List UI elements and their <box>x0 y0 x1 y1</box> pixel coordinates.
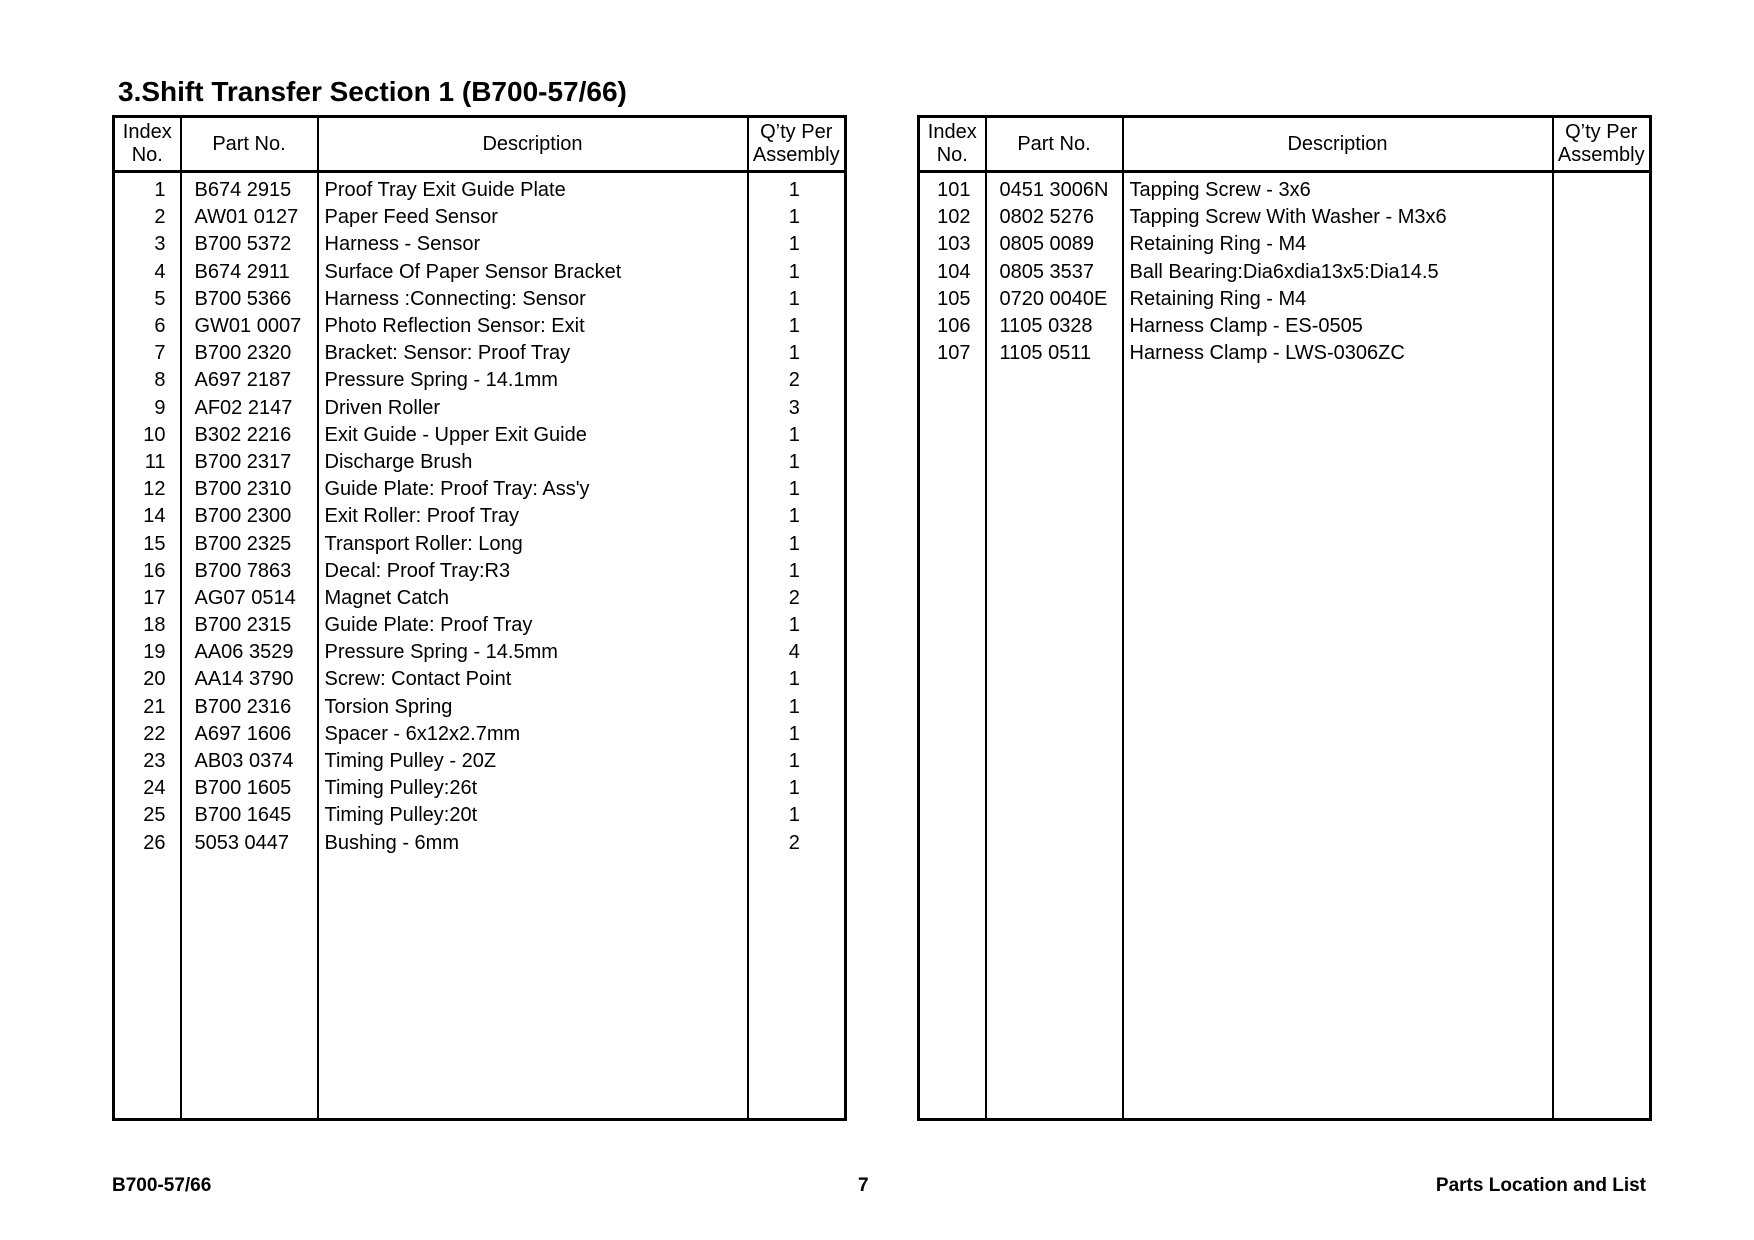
table-row <box>114 558 846 585</box>
cell-part-no: GW01 0007 <box>181 313 318 340</box>
cell-description: Spacer - 6x12x2.7mm <box>318 721 748 748</box>
cell-part-no: B700 2325 <box>181 530 318 557</box>
cell-description: Retaining Ring - M4 <box>1123 231 1553 258</box>
cell-description: Photo Reflection Sensor: Exit <box>318 313 748 340</box>
cell-description: Guide Plate: Proof Tray <box>318 612 748 639</box>
cell-part-no: AA14 3790 <box>181 666 318 693</box>
table-row <box>114 775 846 802</box>
cell-part-no: 0805 0089 <box>986 231 1123 258</box>
cell-part-no: B700 1645 <box>181 802 318 829</box>
cell-qty: 1 <box>788 287 800 310</box>
cell-part-no: AA06 3529 <box>181 639 318 666</box>
table-row <box>114 612 846 639</box>
column-header-qty: Q’ty Per Assembly <box>1553 117 1651 172</box>
cell-index: 102 <box>919 204 986 231</box>
cell-description: Exit Roller: Proof Tray <box>318 503 748 530</box>
cell-qty <box>1553 204 1651 231</box>
table-row <box>114 422 846 449</box>
column-header-part-no: Part No. <box>986 117 1123 172</box>
cell-qty: 1 <box>788 315 800 338</box>
cell-description: Transport Roller: Long <box>318 530 748 557</box>
cell-qty: 3 <box>788 396 800 419</box>
cell-qty: 4 <box>788 641 800 664</box>
cell-index: 106 <box>919 313 986 340</box>
table-row <box>114 748 846 775</box>
cell-index: 9 <box>114 395 181 422</box>
table-row <box>919 172 1651 205</box>
cell-part-no: 0802 5276 <box>986 204 1123 231</box>
cell-qty: 1 <box>788 179 800 202</box>
table-row <box>919 286 1651 313</box>
cell-description: Bushing - 6mm <box>318 830 748 857</box>
cell-qty: 1 <box>788 668 800 691</box>
table-filler-row <box>919 367 1651 1119</box>
cell-description: Harness :Connecting: Sensor <box>318 286 748 313</box>
cell-index: 26 <box>114 830 181 857</box>
cell-description: Pressure Spring - 14.1mm <box>318 367 748 394</box>
cell-qty: 1 <box>788 233 800 256</box>
cell-qty: 1 <box>788 342 800 365</box>
cell-description: Driven Roller <box>318 395 748 422</box>
cell-qty: 1 <box>788 260 800 283</box>
table-row <box>919 340 1651 367</box>
cell-part-no: B700 2315 <box>181 612 318 639</box>
column-header-index: Index No. <box>114 117 181 172</box>
cell-part-no: 0805 3537 <box>986 259 1123 286</box>
table-row <box>114 802 846 829</box>
cell-qty: 1 <box>788 532 800 555</box>
cell-description: Torsion Spring <box>318 694 748 721</box>
cell-part-no: AF02 2147 <box>181 395 318 422</box>
table-row <box>114 340 846 367</box>
footer-section: Parts Location and List <box>1435 1175 1646 1196</box>
cell-qty: 1 <box>788 559 800 582</box>
cell-index: 14 <box>114 503 181 530</box>
cell-part-no: B700 5372 <box>181 231 318 258</box>
empty-cell <box>1123 367 1553 1119</box>
cell-part-no: A697 2187 <box>181 367 318 394</box>
empty-cell <box>181 857 318 1120</box>
empty-cell <box>919 367 986 1119</box>
table-row <box>114 503 846 530</box>
cell-part-no: B700 2300 <box>181 503 318 530</box>
column-header-description: Description <box>318 117 748 172</box>
cell-index: 20 <box>114 666 181 693</box>
cell-index: 105 <box>919 286 986 313</box>
cell-qty <box>1553 172 1651 205</box>
cell-index: 16 <box>114 558 181 585</box>
cell-description: Timing Pulley:20t <box>318 802 748 829</box>
cell-qty: 1 <box>788 750 800 773</box>
cell-part-no: B700 2317 <box>181 449 318 476</box>
table-row <box>114 259 846 286</box>
cell-index: 4 <box>114 259 181 286</box>
cell-part-no: AW01 0127 <box>181 204 318 231</box>
cell-part-no: 0451 3006N <box>986 172 1123 205</box>
table-row <box>114 449 846 476</box>
cell-part-no: B302 2216 <box>181 422 318 449</box>
page-title: 3.Shift Transfer Section 1 (B700-57/66) <box>118 76 627 107</box>
empty-cell <box>748 857 846 1120</box>
cell-index: 2 <box>114 204 181 231</box>
empty-cell <box>318 857 748 1120</box>
table-header-row <box>114 117 846 172</box>
cell-index: 11 <box>114 449 181 476</box>
cell-qty: 1 <box>788 614 800 637</box>
cell-description: Decal: Proof Tray:R3 <box>318 558 748 585</box>
cell-index: 18 <box>114 612 181 639</box>
table-row <box>114 721 846 748</box>
cell-qty <box>1553 286 1651 313</box>
cell-part-no: B700 2320 <box>181 340 318 367</box>
cell-index: 17 <box>114 585 181 612</box>
cell-description: Retaining Ring - M4 <box>1123 286 1553 313</box>
table-row <box>114 585 846 612</box>
table-row <box>114 172 846 205</box>
cell-description: Ball Bearing:Dia6xdia13x5:Dia14.5 <box>1123 259 1553 286</box>
cell-qty: 2 <box>788 369 800 392</box>
cell-qty <box>1553 313 1651 340</box>
table-row <box>114 666 846 693</box>
column-header-description: Description <box>1123 117 1553 172</box>
cell-part-no: AB03 0374 <box>181 748 318 775</box>
cell-part-no: AG07 0514 <box>181 585 318 612</box>
cell-index: 101 <box>919 172 986 205</box>
cell-description: Exit Guide - Upper Exit Guide <box>318 422 748 449</box>
parts-table-right <box>917 115 1652 1121</box>
cell-qty <box>1553 231 1651 258</box>
footer-page-number: 7 <box>858 1175 869 1196</box>
cell-index: 24 <box>114 775 181 802</box>
table-row <box>919 231 1651 258</box>
cell-description: Harness - Sensor <box>318 231 748 258</box>
cell-qty: 1 <box>788 695 800 718</box>
cell-part-no: 1105 0511 <box>986 340 1123 367</box>
table-row <box>114 395 846 422</box>
cell-description: Harness Clamp - ES-0505 <box>1123 313 1553 340</box>
cell-index: 25 <box>114 802 181 829</box>
parts-table-left <box>112 115 847 1121</box>
cell-index: 1 <box>114 172 181 205</box>
cell-description: Screw: Contact Point <box>318 666 748 693</box>
cell-index: 22 <box>114 721 181 748</box>
table-row <box>114 694 846 721</box>
cell-qty: 1 <box>788 804 800 827</box>
cell-description: Proof Tray Exit Guide Plate <box>318 172 748 205</box>
cell-index: 15 <box>114 530 181 557</box>
cell-part-no: B700 5366 <box>181 286 318 313</box>
cell-description: Timing Pulley - 20Z <box>318 748 748 775</box>
cell-part-no: B700 2310 <box>181 476 318 503</box>
cell-index: 10 <box>114 422 181 449</box>
cell-part-no: 0720 0040E <box>986 286 1123 313</box>
cell-index: 8 <box>114 367 181 394</box>
cell-qty <box>1553 259 1651 286</box>
table-filler-row <box>114 857 846 1120</box>
cell-qty: 2 <box>788 586 800 609</box>
cell-index: 19 <box>114 639 181 666</box>
cell-qty: 1 <box>788 478 800 501</box>
cell-part-no: B700 1605 <box>181 775 318 802</box>
table-row <box>114 639 846 666</box>
empty-cell <box>1553 367 1651 1119</box>
cell-index: 21 <box>114 694 181 721</box>
table-row <box>114 530 846 557</box>
cell-qty: 1 <box>788 450 800 473</box>
cell-description: Bracket: Sensor: Proof Tray <box>318 340 748 367</box>
footer-model: B700-57/66 <box>112 1175 212 1196</box>
table-row <box>114 830 846 857</box>
cell-description: Guide Plate: Proof Tray: Ass'y <box>318 476 748 503</box>
cell-index: 107 <box>919 340 986 367</box>
table-row <box>919 259 1651 286</box>
empty-cell <box>114 857 181 1120</box>
cell-description: Discharge Brush <box>318 449 748 476</box>
cell-part-no: B674 2911 <box>181 259 318 286</box>
cell-part-no: B700 7863 <box>181 558 318 585</box>
cell-description: Pressure Spring - 14.5mm <box>318 639 748 666</box>
table-row <box>114 231 846 258</box>
cell-index: 12 <box>114 476 181 503</box>
table-row <box>114 367 846 394</box>
cell-part-no: 5053 0447 <box>181 830 318 857</box>
cell-qty <box>1553 340 1651 367</box>
cell-description: Harness Clamp - LWS-0306ZC <box>1123 340 1553 367</box>
cell-index: 103 <box>919 231 986 258</box>
cell-part-no: B674 2915 <box>181 172 318 205</box>
cell-description: Timing Pulley:26t <box>318 775 748 802</box>
cell-part-no: A697 1606 <box>181 721 318 748</box>
cell-index: 3 <box>114 231 181 258</box>
cell-index: 7 <box>114 340 181 367</box>
table-row <box>919 313 1651 340</box>
cell-qty: 2 <box>788 831 800 854</box>
table-row <box>114 204 846 231</box>
column-header-qty: Q’ty Per Assembly <box>748 117 846 172</box>
column-header-part-no: Part No. <box>181 117 318 172</box>
cell-description: Tapping Screw With Washer - M3x6 <box>1123 204 1553 231</box>
empty-cell <box>986 367 1123 1119</box>
cell-qty: 1 <box>788 777 800 800</box>
cell-description: Paper Feed Sensor <box>318 204 748 231</box>
table-header-row <box>919 117 1651 172</box>
cell-qty: 1 <box>788 505 800 528</box>
column-header-index: Index No. <box>919 117 986 172</box>
table-row <box>114 313 846 340</box>
cell-part-no: 1105 0328 <box>986 313 1123 340</box>
table-row <box>114 476 846 503</box>
cell-part-no: B700 2316 <box>181 694 318 721</box>
table-row <box>114 286 846 313</box>
cell-qty: 1 <box>788 423 800 446</box>
cell-description: Tapping Screw - 3x6 <box>1123 172 1553 205</box>
cell-qty: 1 <box>788 206 800 229</box>
cell-index: 5 <box>114 286 181 313</box>
cell-description: Surface Of Paper Sensor Bracket <box>318 259 748 286</box>
cell-description: Magnet Catch <box>318 585 748 612</box>
table-row <box>919 204 1651 231</box>
cell-index: 104 <box>919 259 986 286</box>
cell-index: 6 <box>114 313 181 340</box>
cell-index: 23 <box>114 748 181 775</box>
cell-qty: 1 <box>788 722 800 745</box>
